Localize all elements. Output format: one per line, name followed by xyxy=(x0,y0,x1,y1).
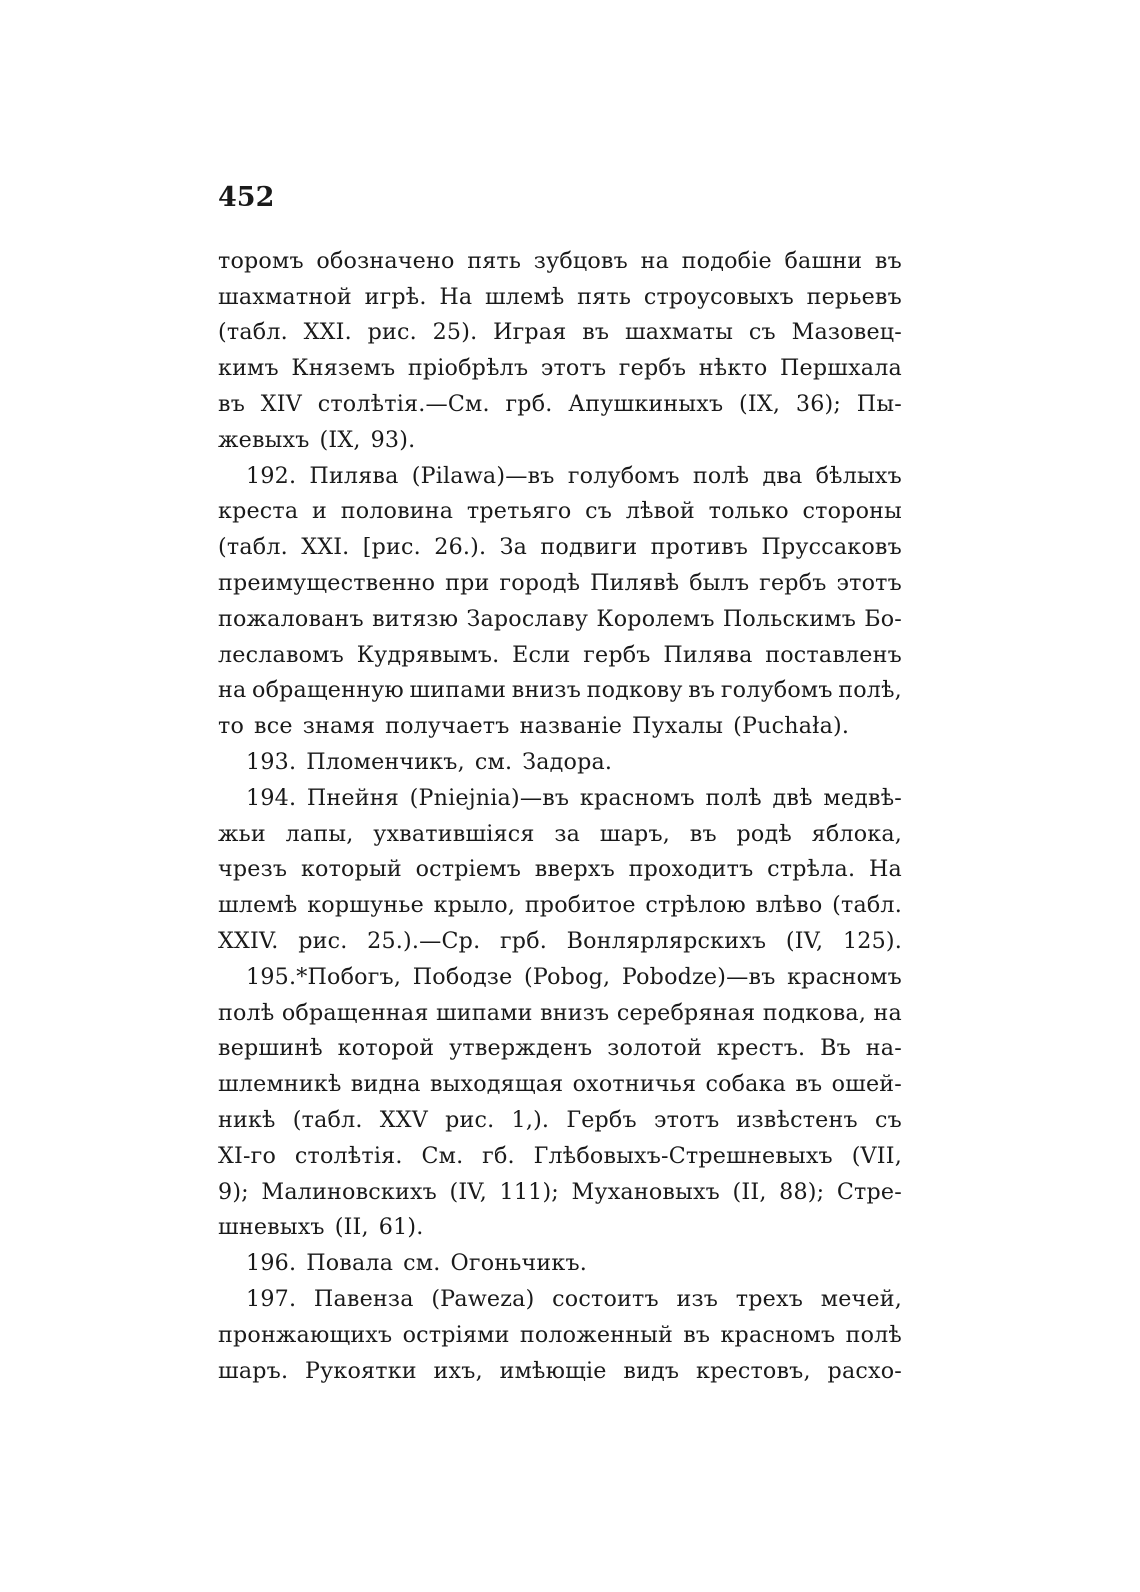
body-text xyxy=(218,243,902,1389)
text-line: жьи лапы, ухватившіяся за шаръ, въ родѣ яблока, xyxy=(218,820,902,847)
text-line: пронжающихъ остріями положенный въ красномъ полѣ xyxy=(218,1321,902,1348)
text-line: леславомъ Кудрявымъ. Если гербъ Пилява поставленъ xyxy=(218,641,902,668)
text-line: шлемѣ коршунье крыло, пробитое стрѣлою влѣво (табл. xyxy=(218,892,902,919)
text-line: преимущественно при городѣ Пилявѣ былъ гербъ этотъ xyxy=(218,570,902,597)
text-line: 196. Повала см. Огоньчикъ. xyxy=(246,1250,588,1277)
text-line: 195.*Побогъ, Пободзе (Pobog, Pobodze)—въ красномъ xyxy=(246,963,902,990)
page-number: 452 xyxy=(218,182,275,213)
text-line: кимъ Княземъ пріобрѣлъ этотъ гербъ нѣкто Першхала xyxy=(218,355,902,382)
text-line: шаръ. Рукоятки ихъ, имѣющіе видъ крестовъ, расхо- xyxy=(218,1357,902,1384)
text-line: шлемникѣ видна выходящая охотничья собака въ ошей- xyxy=(218,1071,902,1098)
text-line: жевыхъ (IX, 93). xyxy=(218,426,416,453)
text-line: то все знамя получаетъ названіе Пухалы (Puchała). xyxy=(218,713,850,740)
text-line: шневыхъ (II, 61). xyxy=(218,1214,424,1241)
text-line: XI-го столѣтія. См. гб. Глѣбовыхъ-Стрешневыхъ (VII, xyxy=(218,1142,902,1169)
text-line: торомъ обозначено пять зубцовъ на подобіе башни въ xyxy=(218,247,902,274)
text-line: XXIV. рис. 25.).—Ср. грб. Вонлярлярскихъ (IV, 125). xyxy=(218,928,902,955)
text-line: чрезъ который остріемъ вверхъ проходитъ стрѣла. На xyxy=(218,856,902,883)
text-line: 193. Пломенчикъ, см. Задора. xyxy=(246,749,613,776)
text-line: пожалованъ витязю Зарославу Королемъ Польскимъ Бо- xyxy=(218,605,902,632)
text-line: шахматной игрѣ. На шлемѣ пять строусовыхъ перьевъ xyxy=(218,283,902,310)
text-line: никѣ (табл. XXV рис. 1,). Гербъ этотъ извѣстенъ съ xyxy=(218,1107,902,1134)
text-line: 197. Павенза (Paweza) состоитъ изъ трехъ мечей, xyxy=(246,1286,902,1312)
text-line: полѣ обращенная шипами внизъ серебряная подкова, на xyxy=(218,999,902,1026)
text-line: на обращенную шипами внизъ подкову въ голубомъ полѣ, xyxy=(218,677,902,704)
text-line: вершинѣ которой утвержденъ золотой крестъ. Въ на- xyxy=(218,1035,902,1062)
text-line: (табл. XXI. [рис. 26.). За подвиги противъ Пруссаковъ xyxy=(218,534,902,561)
text-line: креста и половина третьяго съ лѣвой только стороны xyxy=(218,498,902,525)
text-line: 194. Пнейня (Pniejnia)—въ красномъ полѣ двѣ медвѣ- xyxy=(246,784,902,811)
text-line: въ XIV столѣтія.—См. грб. Апушкиныхъ (IX, 36); Пы- xyxy=(218,391,902,418)
text-line: 192. Пилява (Pilawa)—въ голубомъ полѣ два бѣлыхъ xyxy=(246,462,902,489)
text-line: 9); Малиновскихъ (IV, 111); Мухановыхъ (II, 88); Стре- xyxy=(218,1178,902,1205)
text-line: (табл. XXI. рис. 25). Играя въ шахматы съ Мазовец- xyxy=(218,319,902,346)
